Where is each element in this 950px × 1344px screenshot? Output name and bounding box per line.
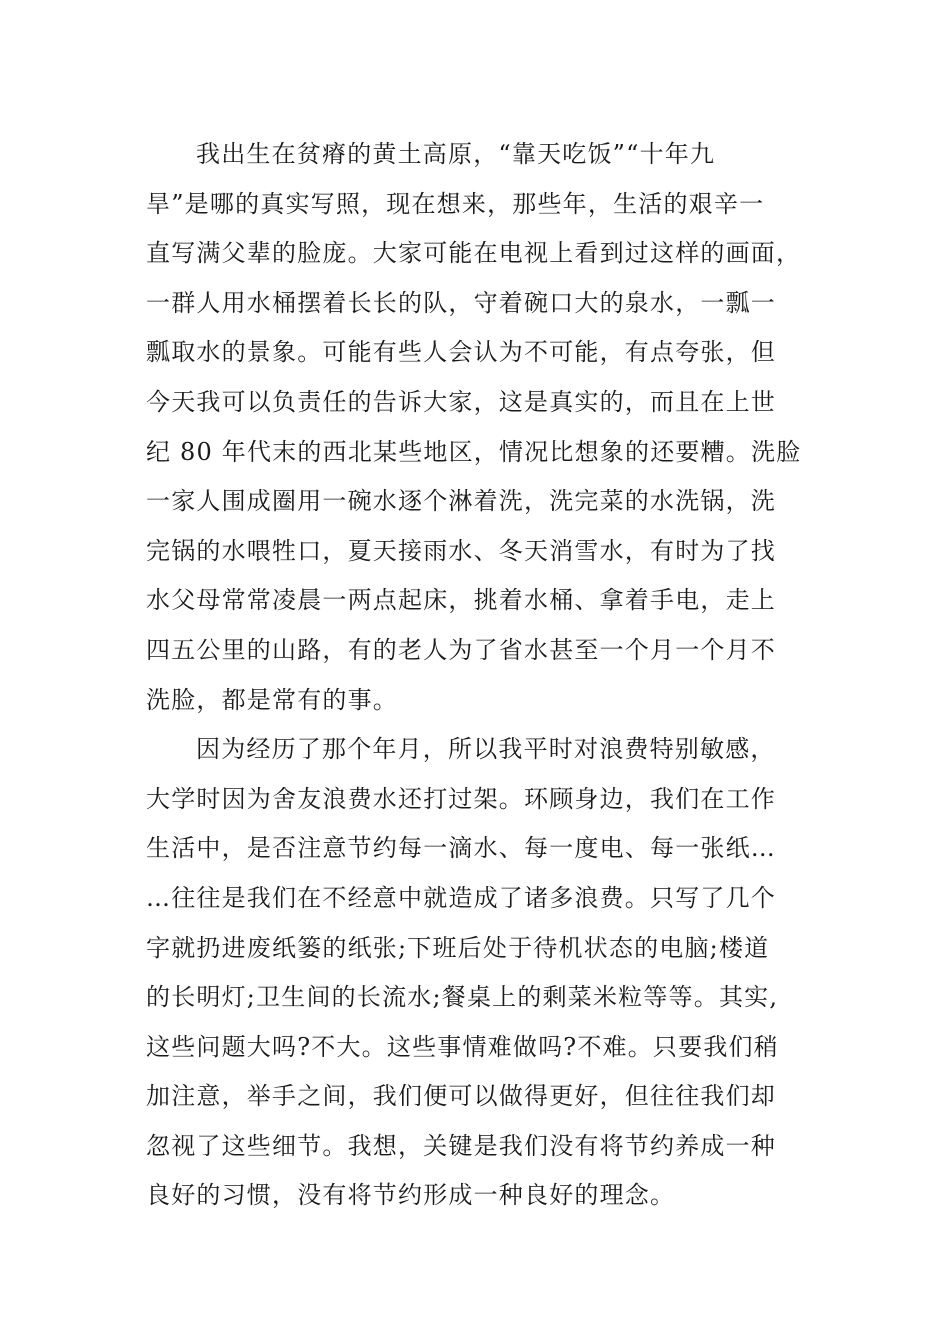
text-line: 完锅的水喂牲口，夏天接雨水、冬天消雪水，有时为了找: [146, 536, 776, 565]
text-line: 一家人围成圈用一碗水逐个淋着洗，洗完菜的水洗锅，洗: [146, 487, 776, 516]
paragraph-2: [146, 725, 806, 1221]
text-line: 的长明灯;卫生间的长流水;餐桌上的剩菜米粒等等。其实,: [146, 983, 779, 1012]
text-line: 字就扔进废纸篓的纸张;下班后处于待机状态的电脑;楼道: [146, 933, 770, 962]
text-line: 今天我可以负责任的告诉大家，这是真实的，而且在上世: [146, 387, 776, 416]
text-line: 纪 80 年代末的西北某些地区，情况比想象的还要糟。洗脸: [146, 437, 802, 466]
text-line: 加注意，举手之间，我们便可以做得更好，但往往我们却: [146, 1082, 776, 1111]
text-line: 大学时因为舍友浪费水还打过架。环顾身边，我们在工作: [146, 784, 776, 813]
paragraph-1: [146, 130, 806, 725]
text-line: …往往是我们在不经意中就造成了诸多浪费。只写了几个: [146, 883, 776, 912]
text-line: 一群人用水桶摆着长长的队，守着碗口大的泉水，一瓢一: [146, 288, 776, 317]
text-line: 这些问题大吗?不大。这些事情难做吗?不难。只要我们稍: [146, 1032, 779, 1061]
text-line: 瓢取水的景象。可能有些人会认为不可能，有点夸张，但: [146, 338, 776, 367]
text-line: 我出生在贫瘠的黄土高原，“靠天吃饭”“十年九: [196, 140, 716, 168]
text-line: 直写满父辈的脸庞。大家可能在电视上看到过这样的画面，: [146, 239, 802, 268]
text-line: 旱”是哪的真实写照，现在想来，那些年，生活的艰辛一: [146, 189, 765, 218]
text-line: 良好的习惯，没有将节约形成一种良好的理念。: [146, 1181, 676, 1210]
document-body: [146, 130, 806, 1221]
text-line: 四五公里的山路，有的老人为了省水甚至一个月一个月不: [146, 635, 776, 664]
text-line: 洗脸，都是常有的事。: [146, 685, 398, 714]
text-line: 忽视了这些细节。我想，关键是我们没有将节约养成一种: [146, 1131, 776, 1160]
text-line: 因为经历了那个年月，所以我平时对浪费特别敏感，: [196, 735, 776, 764]
text-line: 生活中，是否注意节约每一滴水、每一度电、每一张纸…: [146, 834, 776, 863]
text-line: 水父母常常凌晨一两点起床，挑着水桶、拿着手电，走上: [146, 586, 776, 615]
